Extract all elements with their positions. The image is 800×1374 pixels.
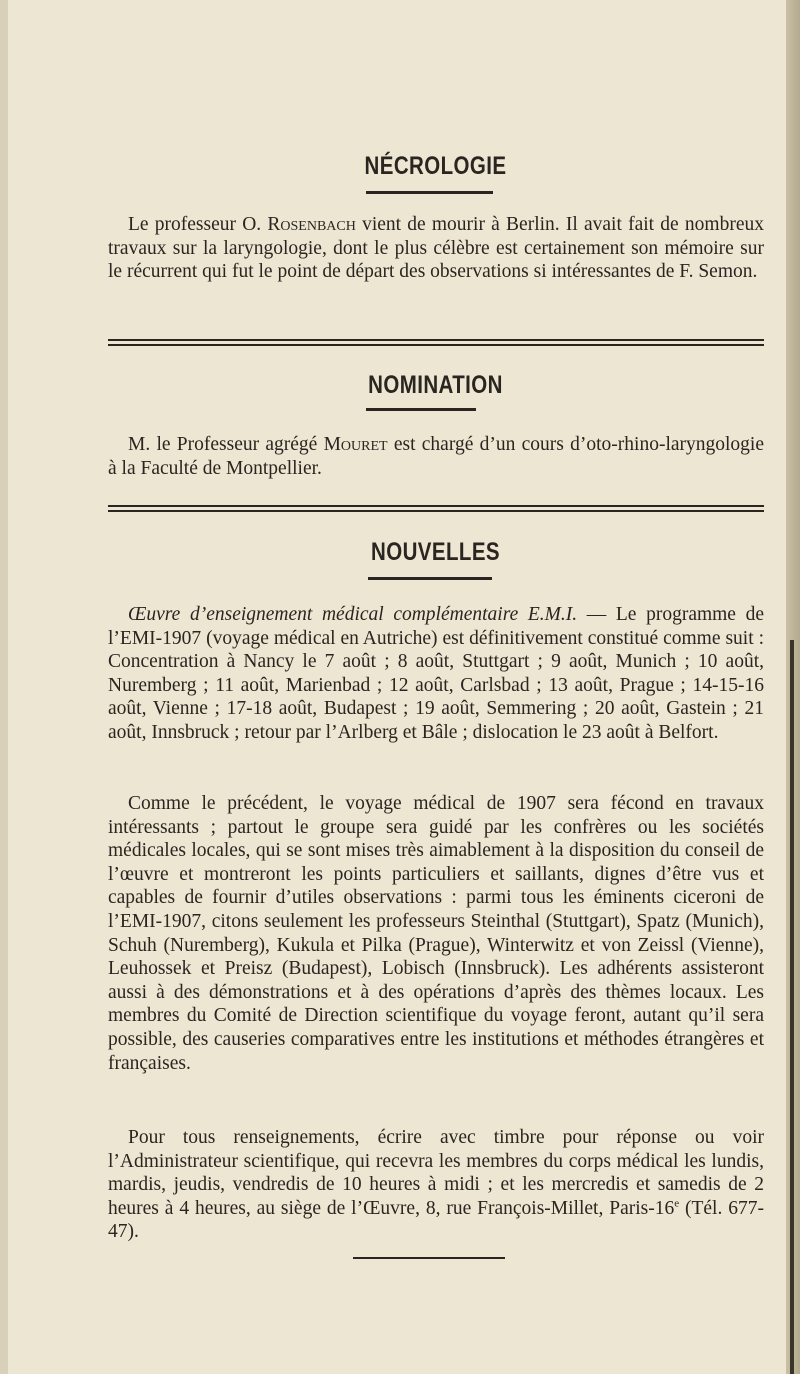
nomination-paragraph: [108, 433, 764, 480]
text-run: Pour tous renseignements, écrire avec timbre pour réponse ou voir l’Administrateur scientifique, qui recevra les membres du corps médical les lundis, mardis, jeudis, vendredis de 10 heures à midi ; et les mercredis et samedis de 2 heures à 4 heures, au siège de l’Œuvre, 8, rue François-Millet, Paris-16: [108, 1127, 764, 1219]
text-run: est chargé d’un cours d’oto-rhino-laryngologie à la Faculté de Montpellier.: [108, 434, 765, 479]
person-name: Mouret: [323, 434, 388, 455]
person-name: Rosenbach: [267, 214, 356, 235]
nouvelles-paragraph-1: [108, 603, 764, 745]
necrologie-heading: NÉCROLOGIE: [364, 152, 507, 180]
section-divider: [108, 339, 764, 346]
text-run: (Tél. 677-47).: [108, 1197, 764, 1243]
necrologie-underline: [366, 191, 493, 194]
superscript: e: [674, 1197, 680, 1210]
page: [8, 0, 788, 1374]
page-edge-shadow: [790, 640, 794, 1374]
text-run: — Le programme de l’EMI-1907 (voyage médical en Autriche) est définitivement constitué comme suit : Concentration à Nancy le 7 août ; 8 août, Stuttgart ; 9 août, Munich ; 10 août, Nuremberg ; 11 août, Marienbad ; 12 août, Carlsbad ; 13 août, Prague ; 14-15-16 août, Vienne ; 17-18 août, Budapest ; 19 août, Semmering ; 20 août, Gastein ; 21 août, Innsbruck ; retour par l’Arlberg et Bâle ; dislocation le 23 août à Belfort.: [108, 604, 764, 743]
nouvelles-underline: [368, 577, 492, 580]
text-run: vient de mourir à Berlin. Il avait fait de nombreux travaux sur la laryngologie, dont le plus célèbre est certainement son mémoire sur le récurrent qui fut le point de départ des observations si intéressantes de F. Semon.: [108, 214, 764, 283]
nouvelles-paragraph-3: [108, 1126, 764, 1244]
text-run: Le professeur O.: [128, 214, 268, 235]
text-run: M. le Professeur agrégé: [128, 434, 324, 455]
section-divider: [108, 505, 764, 512]
nomination-heading: NOMINATION: [368, 371, 503, 399]
end-rule: [353, 1257, 505, 1259]
italic-title: Œuvre d’enseignement médical complémentaire E.M.I.: [128, 604, 578, 625]
nouvelles-paragraph-2: Comme le précédent, le voyage médical de 1907 sera fécond en travaux intéressants ; partout le groupe sera guidé par les confrères ou les sociétés médicales locales, qui se sont mises très aimablement à la disposition du conseil de l’œuvre et montreront les points particuliers et saillants, dignes d’être vus et capables de fournir d’utiles observations : parmi tous les éminents ciceroni de l’EMI-1907, citons seulement les professeurs Steinthal (Stuttgart), Spatz (Munich), Schuh (Nuremberg), Kukula et Pilka (Prague), Winterwitz et von Zeissl (Vienne), Leuhossek et Preisz (Budapest), Lobisch (Innsbruck). Les adhérents assisteront aussi à des démonstrations et à des opérations d’après des thèmes locaux. Les membres du Comité de Direction scientifique du voyage feront, autant qu’il sera possible, des causeries comparatives entre les institutions et méthodes étrangères et françaises.: [108, 793, 764, 1074]
nomination-underline: [366, 408, 476, 411]
nouvelles-heading: NOUVELLES: [371, 538, 500, 566]
necrologie-paragraph: [108, 213, 764, 284]
